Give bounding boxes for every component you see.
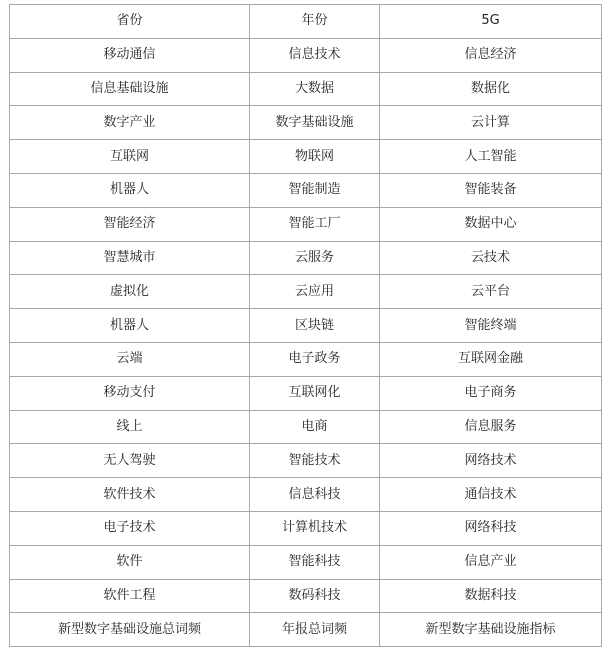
table-cell: 智能装备 bbox=[380, 173, 602, 207]
table-row bbox=[10, 275, 602, 309]
table-cell: 机器人 bbox=[10, 309, 250, 343]
table-row bbox=[10, 444, 602, 478]
table-container bbox=[9, 4, 602, 647]
table-cell: 软件工程 bbox=[10, 579, 250, 613]
table-cell: 智能经济 bbox=[10, 207, 250, 241]
table-cell: 互联网化 bbox=[250, 376, 380, 410]
table-cell: 机器人 bbox=[10, 173, 250, 207]
table-cell: 数字基础设施 bbox=[250, 106, 380, 140]
table-cell: 新型数字基础设施总词频 bbox=[10, 613, 250, 647]
table-cell: 数码科技 bbox=[250, 579, 380, 613]
table-row bbox=[10, 478, 602, 512]
table-row bbox=[10, 241, 602, 275]
table-cell: 云技术 bbox=[380, 241, 602, 275]
table-row bbox=[10, 140, 602, 174]
table-row bbox=[10, 511, 602, 545]
table-row bbox=[10, 579, 602, 613]
table-cell: 智能科技 bbox=[250, 545, 380, 579]
table-row bbox=[10, 38, 602, 72]
table-cell: 物联网 bbox=[250, 140, 380, 174]
table-cell: 软件 bbox=[10, 545, 250, 579]
table-cell: 信息基础设施 bbox=[10, 72, 250, 106]
header-cell: 年份 bbox=[250, 5, 380, 39]
header-cell: 5G bbox=[380, 5, 602, 39]
table-cell: 信息科技 bbox=[250, 478, 380, 512]
table-cell: 互联网金融 bbox=[380, 342, 602, 376]
table-cell: 智慧城市 bbox=[10, 241, 250, 275]
table-cell: 年报总词频 bbox=[250, 613, 380, 647]
table-cell: 区块链 bbox=[250, 309, 380, 343]
table-cell: 信息服务 bbox=[380, 410, 602, 444]
header-cell: 省份 bbox=[10, 5, 250, 39]
table-cell: 智能工厂 bbox=[250, 207, 380, 241]
keyword-table bbox=[9, 4, 602, 647]
table-cell: 云平台 bbox=[380, 275, 602, 309]
table-row bbox=[10, 342, 602, 376]
table-cell: 虚拟化 bbox=[10, 275, 250, 309]
table-cell: 数据中心 bbox=[380, 207, 602, 241]
table-cell: 信息技术 bbox=[250, 38, 380, 72]
table-cell: 移动支付 bbox=[10, 376, 250, 410]
table-cell: 软件技术 bbox=[10, 478, 250, 512]
table-body bbox=[10, 5, 602, 647]
table-cell: 信息经济 bbox=[380, 38, 602, 72]
table-row bbox=[10, 207, 602, 241]
table-cell: 智能技术 bbox=[250, 444, 380, 478]
table-row bbox=[10, 173, 602, 207]
table-cell: 数字产业 bbox=[10, 106, 250, 140]
table-cell: 新型数字基础设施指标 bbox=[380, 613, 602, 647]
table-cell: 人工智能 bbox=[380, 140, 602, 174]
table-cell: 通信技术 bbox=[380, 478, 602, 512]
table-cell: 云端 bbox=[10, 342, 250, 376]
table-cell: 大数据 bbox=[250, 72, 380, 106]
table-cell: 线上 bbox=[10, 410, 250, 444]
table-row bbox=[10, 545, 602, 579]
table-cell: 信息产业 bbox=[380, 545, 602, 579]
table-cell: 智能制造 bbox=[250, 173, 380, 207]
table-cell: 无人驾驶 bbox=[10, 444, 250, 478]
table-cell: 计算机技术 bbox=[250, 511, 380, 545]
table-cell: 电子商务 bbox=[380, 376, 602, 410]
table-cell: 网络技术 bbox=[380, 444, 602, 478]
table-cell: 云应用 bbox=[250, 275, 380, 309]
table-row bbox=[10, 106, 602, 140]
table-row bbox=[10, 376, 602, 410]
table-cell: 移动通信 bbox=[10, 38, 250, 72]
table-cell: 互联网 bbox=[10, 140, 250, 174]
table-row bbox=[10, 613, 602, 647]
table-row bbox=[10, 410, 602, 444]
table-cell: 电子技术 bbox=[10, 511, 250, 545]
table-cell: 云服务 bbox=[250, 241, 380, 275]
table-cell: 数据化 bbox=[380, 72, 602, 106]
table-cell: 网络科技 bbox=[380, 511, 602, 545]
table-row bbox=[10, 309, 602, 343]
table-cell: 智能终端 bbox=[380, 309, 602, 343]
table-cell: 云计算 bbox=[380, 106, 602, 140]
table-row bbox=[10, 72, 602, 106]
table-cell: 电商 bbox=[250, 410, 380, 444]
table-header-row bbox=[10, 5, 602, 39]
table-cell: 电子政务 bbox=[250, 342, 380, 376]
table-cell: 数据科技 bbox=[380, 579, 602, 613]
